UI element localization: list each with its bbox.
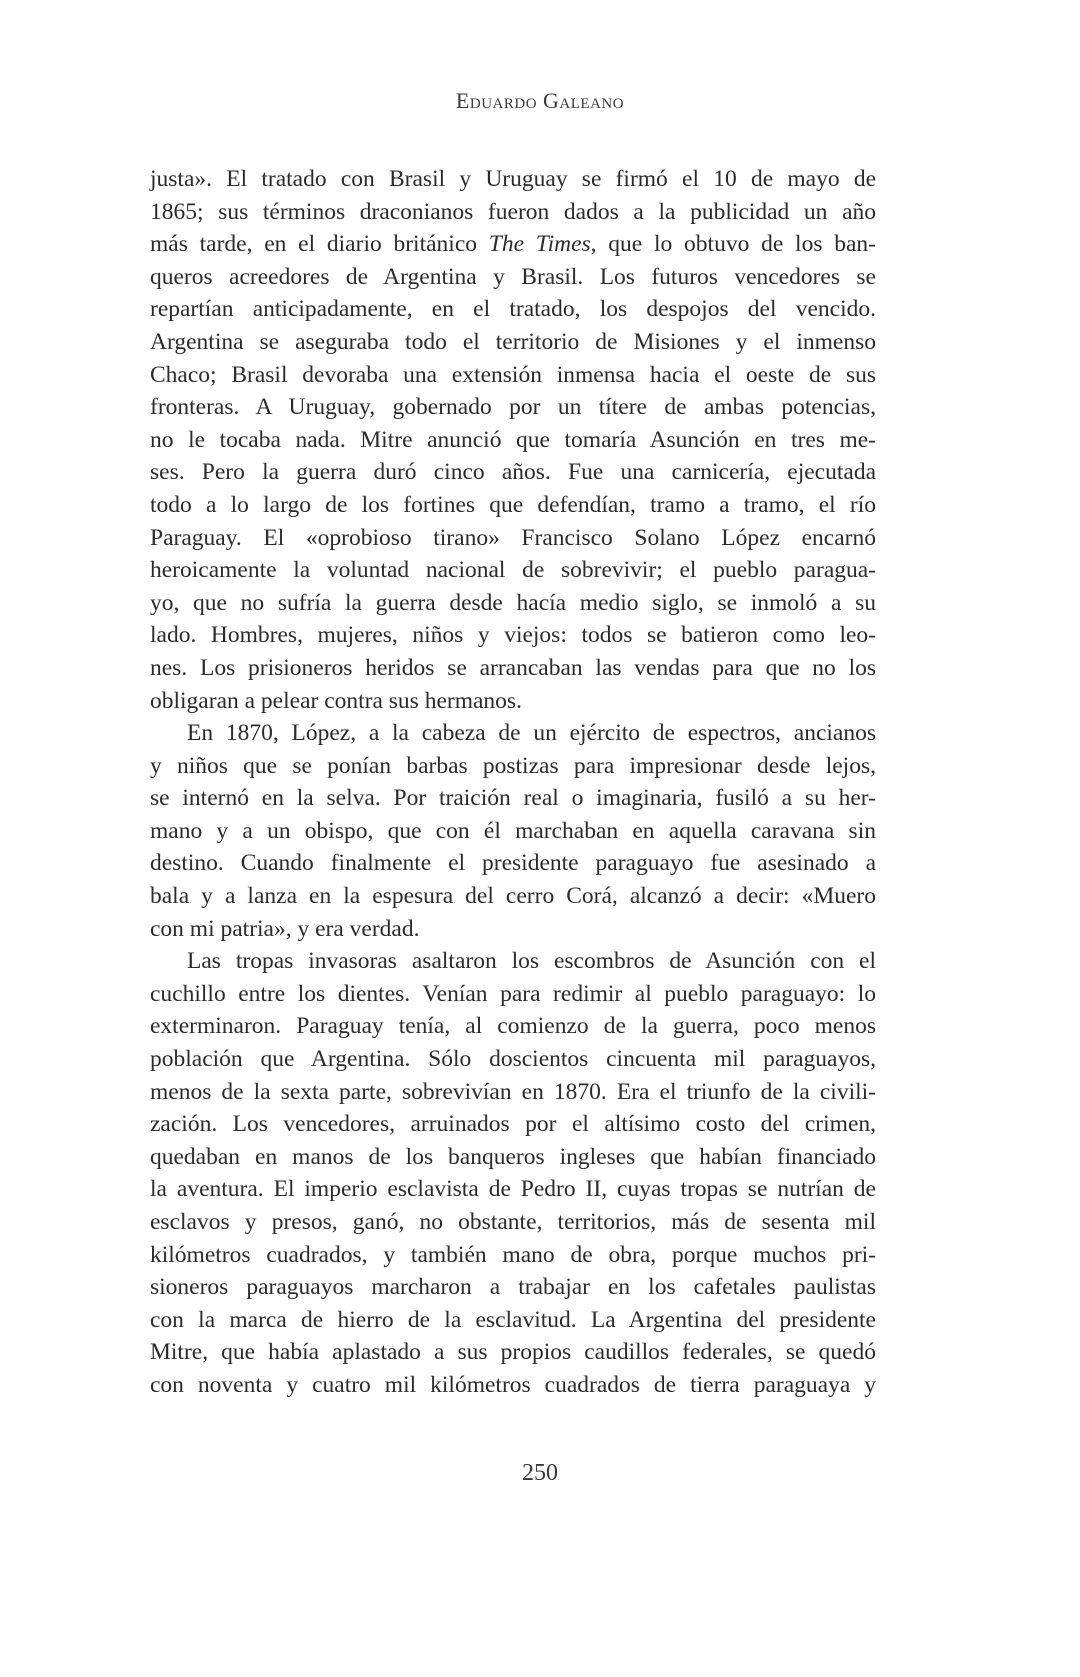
body-text (150, 163, 876, 1402)
paragraph (150, 717, 876, 945)
text-line: En 1870, López, a la cabeza de un ejército de espectros, ancianos (187, 720, 876, 747)
paragraph (150, 945, 876, 1401)
text-line: Las tropas invasoras asaltaron los escombros de Asunción con el (187, 948, 876, 975)
text-line: zación. Los vencedores, arruinados por el altísimo costo del crimen, (150, 1111, 876, 1138)
text-line: Chaco; Brasil devoraba una extensión inmensa hacia el oeste de sus (150, 361, 876, 388)
page-number: 250 (522, 1460, 558, 1486)
text-line: todo a lo largo de los fortines que defendían, tramo a tramo, el río (150, 491, 876, 518)
text-line: se internó en la selva. Por traición real o imaginaria, fusiló a su her- (150, 785, 876, 812)
text-line: obligaran a pelear contra sus hermanos. (150, 687, 522, 714)
text-line: y niños que se ponían barbas postizas para impresionar desde lejos, (150, 752, 876, 779)
paragraph (150, 163, 876, 717)
text-line: fronteras. A Uruguay, gobernado por un títere de ambas potencias, (150, 394, 876, 421)
text-line: yo, que no sufría la guerra desde hacía medio siglo, se inmoló a su (150, 589, 876, 616)
text-line: repartían anticipadamente, en el tratado, los despojos del vencido. (150, 296, 876, 323)
text-line: bala y a lanza en la espesura del cerro Corá, alcanzó a decir: «Muero (150, 883, 876, 910)
text-line: exterminaron. Paraguay tenía, al comienzo de la guerra, poco menos (150, 1013, 876, 1040)
text-line: menos de la sexta parte, sobrevivían en 1870. Era el triunfo de la civili- (150, 1078, 876, 1105)
text-line: nes. Los prisioneros heridos se arrancaban las vendas para que no los (150, 654, 876, 681)
italic-title: The Times (488, 231, 591, 258)
text-line: sioneros paraguayos marcharon a trabajar en los cafetales paulistas (150, 1274, 876, 1301)
text-line: con la marca de hierro de la esclavitud. La Argentina del presidente (150, 1306, 876, 1333)
text-line: Argentina se aseguraba todo el territorio de Misiones y el inmenso (150, 328, 876, 355)
text-line: heroicamente la voluntad nacional de sobrevivir; el pueblo paragua- (150, 557, 876, 584)
text-line: con noventa y cuatro mil kilómetros cuadrados de tierra paraguaya y (150, 1371, 876, 1398)
text-line: lado. Hombres, mujeres, niños y viejos: todos se batieron como leo- (150, 622, 876, 649)
text-line: con mi patria», y era verdad. (150, 915, 420, 942)
text-line: destino. Cuando finalmente el presidente paraguayo fue asesinado a (150, 850, 876, 877)
text-line: cuchillo entre los dientes. Venían para redimir al pueblo paraguayo: lo (150, 980, 876, 1007)
text-line: quedaban en manos de los banqueros ingleses que habían financiado (150, 1143, 876, 1170)
text-line: población que Argentina. Sólo doscientos cincuenta mil paraguayos, (150, 1046, 876, 1073)
text-line: más tarde, en el diario británico The Times, que lo obtuvo de los ban- (150, 231, 876, 258)
text-line: Paraguay. El «oprobioso tirano» Francisco Solano López encarnó (150, 524, 876, 551)
text-line: la aventura. El imperio esclavista de Pedro II, cuyas tropas se nutrían de (150, 1176, 876, 1203)
text-line: mano y a un obispo, que con él marchaban en aquella caravana sin (150, 817, 876, 844)
text-line: ses. Pero la guerra duró cinco años. Fue una carnicería, ejecutada (150, 459, 876, 486)
text-line: justa». El tratado con Brasil y Uruguay se firmó el 10 de mayo de (150, 166, 876, 192)
text-line: queros acreedores de Argentina y Brasil. Los futuros vencedores se (150, 263, 876, 290)
text-line: kilómetros cuadrados, y también mano de obra, porque muchos pri- (150, 1241, 876, 1268)
text-line: esclavos y presos, ganó, no obstante, territorios, más de sesenta mil (150, 1209, 876, 1235)
text-line: no le tocaba nada. Mitre anunció que tomaría Asunción en tres me- (150, 426, 876, 453)
text-line: Mitre, que había aplastado a sus propios caudillos federales, se quedó (150, 1339, 876, 1366)
text-line: 1865; sus términos draconianos fueron dados a la publicidad un año (150, 198, 876, 225)
running-header: Eduardo Galeano (455, 88, 625, 113)
